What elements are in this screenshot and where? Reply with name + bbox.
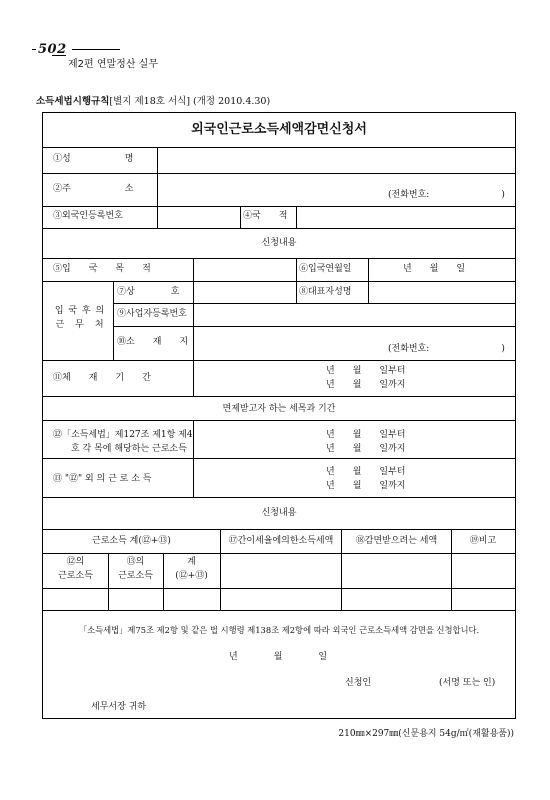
representative-label: ⑧대표자성명 xyxy=(299,287,352,297)
chapter-rule xyxy=(52,55,66,56)
address-label: ②주 소 xyxy=(53,184,134,194)
registration-number-label: ③외국인등록번호 xyxy=(53,211,123,221)
row-line xyxy=(113,303,515,304)
page-number: 502 xyxy=(38,42,67,57)
col-line xyxy=(296,258,297,303)
declaration-text: 「소득세법」제75조 제2항 및 같은 법 시행령 제138조 제2항에 따라 외국인 근로소득세액 감면을 신청합니다. xyxy=(78,625,480,635)
row-line xyxy=(43,228,515,229)
row-line xyxy=(43,610,515,611)
trade-name-label: ⑦상 호 xyxy=(117,287,180,297)
header-rule-left xyxy=(32,49,36,50)
application-form xyxy=(42,112,516,719)
signature-label: (서명 또는 인) xyxy=(439,678,496,688)
phone-label: (전화번호: ) xyxy=(388,190,505,200)
col-remarks: ⑲비고 xyxy=(469,536,497,546)
stay-period-label: ⑪체 재 기 간 xyxy=(53,373,151,383)
law-name: 소득세법시행규칙 xyxy=(36,96,110,107)
section-request: 신청내용 xyxy=(261,238,297,248)
applicant-label: 신청인 xyxy=(345,678,372,688)
row-line xyxy=(43,458,515,459)
row-line xyxy=(43,529,515,530)
row-line xyxy=(43,258,515,259)
entry-purpose-label: ⑤입 국 목 적 xyxy=(53,264,151,274)
exempt-13-from: 년 월 일부터 xyxy=(326,467,406,477)
row-line xyxy=(43,206,515,207)
workplace-label: 입 국 후 의 근 무 처 xyxy=(54,306,106,330)
col-line xyxy=(157,147,158,228)
entry-date-value: 년 월 일 xyxy=(403,264,466,274)
col-line xyxy=(341,529,342,610)
exempt-item-13: ⑬ "⑫" 외 의 근 로 소 득 xyxy=(53,474,152,484)
addressee: 세무서장 귀하 xyxy=(91,702,147,712)
sub-13-line1: ⑬의 xyxy=(126,557,145,567)
row-line xyxy=(43,553,515,554)
row-line xyxy=(43,360,515,361)
col-simplified-tax: ⑰간이세율에의한소득세액 xyxy=(228,536,334,546)
paper-spec: 210㎜×297㎜(신문용지 54g/㎡(재활용품)) xyxy=(338,729,514,739)
col-income: 근로소득 계(⑫+⑬) xyxy=(92,536,171,546)
row-line xyxy=(43,173,515,174)
header-rule-right xyxy=(72,49,120,50)
sub-12-line2: 근로소득 xyxy=(58,571,93,581)
exempt-13-to: 년 월 일까지 xyxy=(326,481,406,491)
stay-period-to: 년 월 일까지 xyxy=(326,380,406,390)
date-line: 년 월 일 xyxy=(229,652,328,662)
row-line xyxy=(43,396,515,397)
entry-date-label: ⑥입국연월일 xyxy=(299,264,352,274)
col-line xyxy=(220,529,221,610)
exempt-12-from: 년 월 일부터 xyxy=(326,430,406,440)
chapter-title: 제2편 연말정산 실무 xyxy=(68,59,158,70)
col-line xyxy=(240,206,241,228)
row-line xyxy=(43,497,515,498)
nationality-label: ④국 적 xyxy=(243,211,288,221)
col-line xyxy=(193,360,194,396)
form-title: 외국인근로소득세액감면신청서 xyxy=(191,122,367,137)
col-line xyxy=(296,206,297,228)
sub-13-line2: 근로소득 xyxy=(118,571,153,581)
stay-period-from: 년 월 일부터 xyxy=(326,366,406,376)
row-line xyxy=(43,147,515,148)
exempt-12-to: 년 월 일까지 xyxy=(326,444,406,454)
col-line xyxy=(193,420,194,497)
col-line xyxy=(193,258,194,360)
phone-label-2: (전화번호: ) xyxy=(388,344,505,354)
row-line xyxy=(43,588,515,589)
sub-12-line1: ⑫의 xyxy=(66,557,85,567)
location-label: ⑩소 재 지 xyxy=(117,337,189,347)
sub-sum-line2: (⑫+⑬) xyxy=(175,571,208,581)
section-request-2: 신청내용 xyxy=(261,508,297,518)
col-line xyxy=(113,281,114,360)
col-reduction: ⑱감면받으려는 세액 xyxy=(355,536,438,546)
form-reference: [별지 제18호 서식] (개정 2010.4.30) xyxy=(109,96,271,107)
exempt-item-12-line2: 호 각 목에 해당하는 근로소득 xyxy=(71,444,187,454)
form-header xyxy=(36,93,270,107)
section-exempt: 면제받고자 하는 세목과 기간 xyxy=(222,404,336,414)
row-line xyxy=(43,420,515,421)
exempt-item-12-line1: ⑫「소득세법」제127조 제1항 제4 xyxy=(53,430,193,440)
row-line xyxy=(113,326,515,327)
sub-sum-line1: 계 xyxy=(187,557,196,567)
business-number-label: ⑨사업자등록번호 xyxy=(117,309,187,319)
col-line xyxy=(368,258,369,303)
name-label: ①성 명 xyxy=(53,154,134,164)
